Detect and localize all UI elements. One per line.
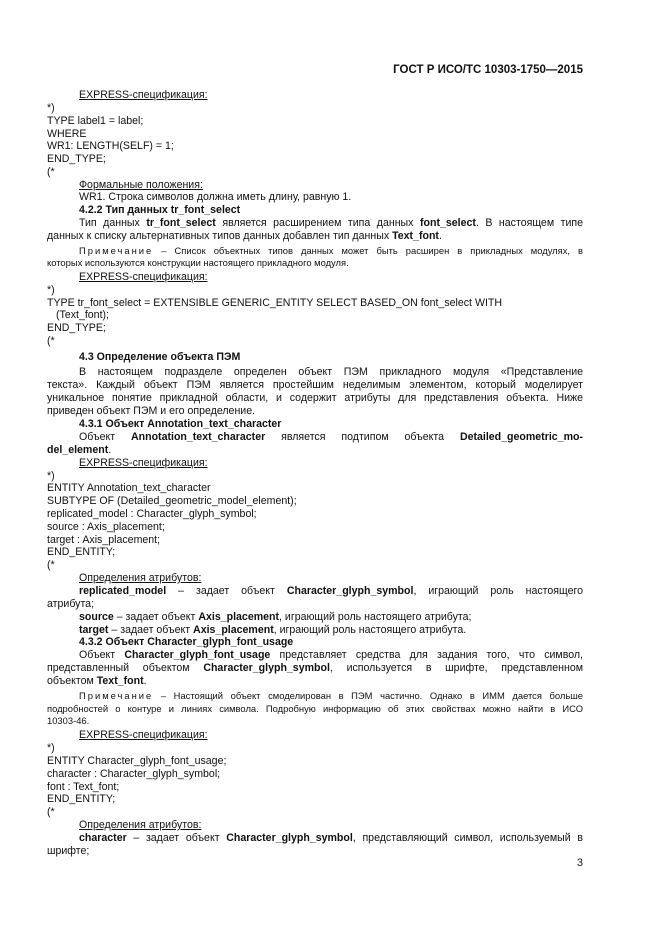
comment-open: (* — [47, 559, 55, 571]
code-line: character : Character_glyph_symbol; — [47, 768, 221, 780]
attribute-line: character – задает объект Character_glyph_symbol, представляющий символ, используемый в — [79, 832, 583, 844]
comment-open: (* — [47, 335, 55, 347]
paragraph-line: текста». Каждый объект ПЭМ является простейшим неделимым элементом, который моделирует — [47, 379, 583, 391]
code-line: WR1: LENGTH(SELF) = 1; — [47, 140, 174, 152]
note-line: подробностей о контуре и линиях символа. Подробную информацию об этих свойствах можно найти в ИСО — [47, 703, 583, 714]
code-line: END_ENTITY; — [47, 546, 116, 558]
comment-close: *) — [47, 284, 55, 296]
code-line: WHERE — [47, 128, 87, 140]
comment-open: (* — [47, 806, 55, 818]
code-line: END_TYPE; — [47, 322, 106, 334]
paragraph-line: уникальное понятие прикладной области, и содержит атрибуты для представления объекта. Ниже — [47, 392, 583, 404]
comment-close: *) — [47, 470, 55, 482]
document-header: ГОСТ Р ИСО/ТС 10303-1750—2015 — [393, 64, 583, 76]
comment-open: (* — [47, 166, 55, 178]
code-line: END_ENTITY; — [47, 793, 116, 805]
attribute-line: target – задает объект Axis_placement, играющий роль настоящего атрибута. — [79, 624, 467, 636]
attribute-line: шрифте; — [47, 845, 90, 857]
wr1-text: WR1. Строка символов должна иметь длину, равную 1. — [79, 191, 352, 203]
code-line: font : Text_font; — [47, 781, 120, 793]
paragraph-line: приведен объект ПЭМ и его определение. — [47, 405, 256, 417]
page-number: 3 — [576, 857, 583, 869]
note-line: которых используются конструкции настоящего прикладного модуля. — [47, 257, 349, 268]
paragraph-line: объектом Text_font. — [47, 675, 147, 687]
note-line: 10303-46. — [47, 715, 90, 726]
attributes-label: Определения атрибутов: — [79, 572, 202, 584]
section-heading-4-3-2: 4.3.2 Объект Character_glyph_font_usage — [79, 636, 294, 648]
comment-close: *) — [47, 742, 55, 754]
paragraph-line: Объект Annotation_text_character является подтипом объекта Detailed_geometric_mo- — [79, 431, 583, 443]
attributes-label: Определения атрибутов: — [79, 819, 202, 831]
code-line: (Text_font); — [56, 309, 109, 321]
paragraph-line: В настоящем подразделе определен объект ПЭМ прикладного модуля «Представление — [79, 366, 583, 378]
attribute-line: replicated_model – задает объект Character_glyph_symbol, играющий роль настоящего — [79, 585, 584, 597]
formal-label: Формальные положения: — [79, 179, 203, 191]
code-line: ENTITY Character_glyph_font_usage; — [47, 755, 227, 767]
code-line: END_TYPE; — [47, 153, 106, 165]
note-line: Примечание – Настоящий объект смоделирован в ПЭМ частично. Однако в ИММ дается больше — [79, 690, 583, 701]
code-line: SUBTYPE OF (Detailed_geometric_model_element); — [47, 495, 297, 507]
express-label: EXPRESS-спецификация: — [79, 271, 208, 283]
paragraph-line: Тип данных tr_font_select является расширением типа данных font_select. В настоящем типе — [79, 217, 583, 229]
paragraph-line: данных к списку альтернативных типов данных добавлен тип данных Text_font. — [47, 230, 442, 242]
paragraph-line: del_element. — [47, 444, 112, 456]
section-heading-4-2-2: 4.2.2 Тип данных tr_font_select — [79, 204, 241, 216]
code-line: replicated_model : Character_glyph_symbol; — [47, 508, 257, 520]
code-line: TYPE tr_font_select = EXTENSIBLE GENERIC_ENTITY SELECT BASED_ON font_select WITH — [47, 297, 503, 309]
code-line: TYPE label1 = label; — [47, 115, 144, 127]
section-heading-4-3: 4.3 Определение объекта ПЭМ — [79, 351, 241, 363]
express-label: EXPRESS-спецификация: — [79, 89, 208, 101]
code-line: source : Axis_placement; — [47, 521, 165, 533]
comment-close: *) — [47, 102, 55, 114]
code-line: ENTITY Annotation_text_character — [47, 482, 211, 494]
paragraph-line: представленный объектом Character_glyph_symbol, используется в шрифте, представленном — [47, 662, 583, 674]
attribute-line: атрибута; — [47, 598, 95, 610]
express-label: EXPRESS-спецификация: — [79, 729, 208, 741]
paragraph-line: Объект Character_glyph_font_usage представляет средства для задания того, что символ, — [79, 649, 584, 661]
attribute-line: source – задает объект Axis_placement, играющий роль настоящего атрибута; — [79, 611, 472, 623]
note-line: Примечание – Список объектных типов данных может быть расширен в прикладных модулях, в — [79, 245, 583, 256]
code-line: target : Axis_placement; — [47, 534, 161, 546]
express-label: EXPRESS-спецификация: — [79, 457, 208, 469]
section-heading-4-3-1: 4.3.1 Объект Annotation_text_character — [79, 418, 282, 430]
